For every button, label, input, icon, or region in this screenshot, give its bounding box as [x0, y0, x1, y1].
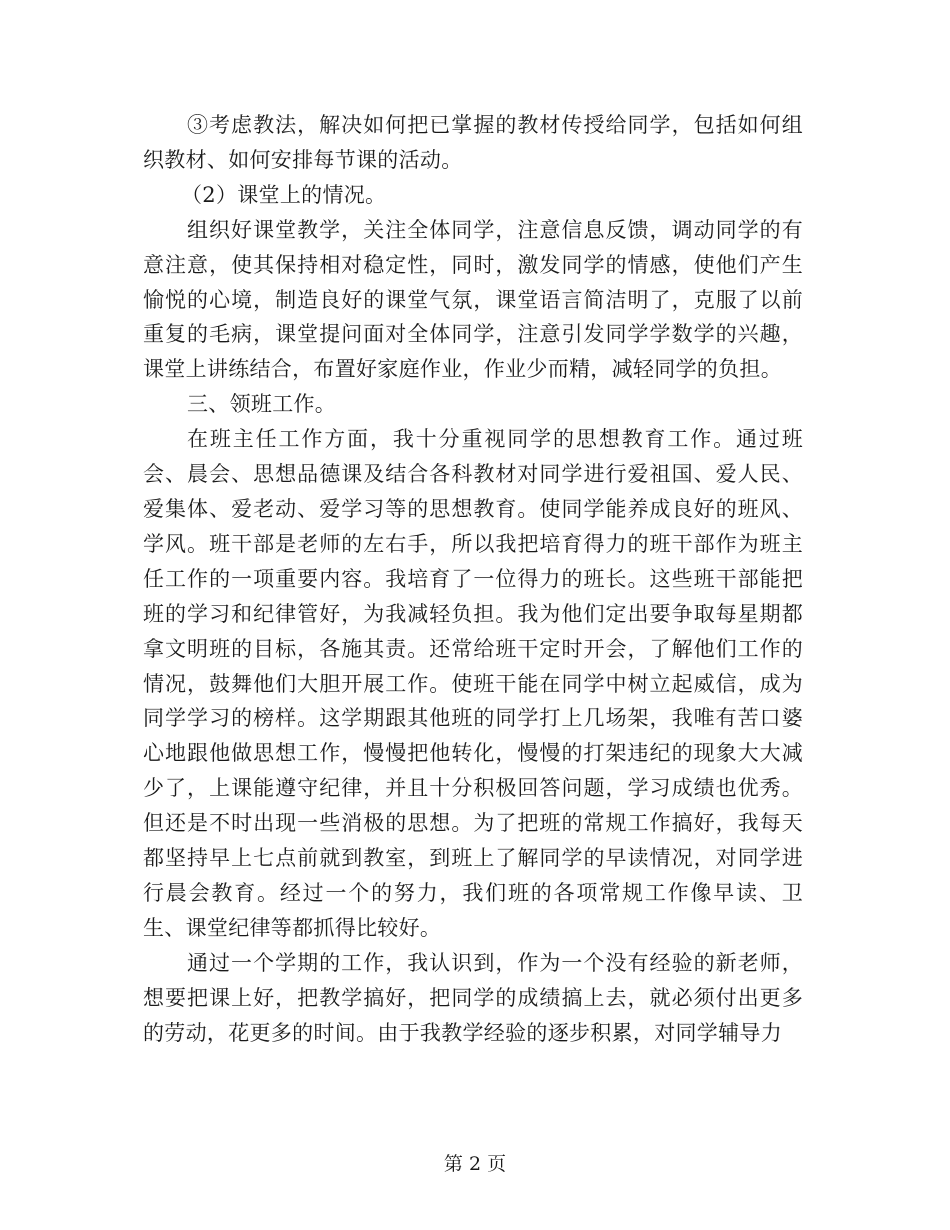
paragraph-classroom-teaching: 组织好课堂教学，关注全体同学，注意信息反馈，调动同学的有意注意，使其保持相对稳定性，同时，激发同学的情感，使他们产生愉悦的心境，制造良好的课堂气氛，课堂语言简洁明了，克服了以前重复的毛病，课堂提问面对全体同学，注意引发同学学数学的兴趣，课堂上讲练结合，布置好家庭作业，作业少而精，减轻同学的负担。: [143, 217, 803, 382]
subheading-classroom: （2）课堂上的情况。: [181, 182, 387, 207]
paragraph-semester-reflection: 通过一个学期的工作，我认识到，作为一个没有经验的新老师，想要把课上好，把教学搞好，把同学的成绩搞上去，就必须付出更多的劳动，花更多的时间。由于我教学经验的逐步积累，对同学辅导力: [143, 950, 803, 1045]
heading-class-leadership: 三、领班工作。: [187, 392, 337, 417]
paragraph-teaching-method: ③考虑教法，解决如何把已掌握的教材传授给同学，包括如何组织教材、如何安排每节课的活动。: [143, 113, 803, 172]
paragraph-class-teacher-work: 在班主任工作方面，我十分重视同学的思想教育工作。通过班会、晨会、思想品德课及结合各科教材对同学进行爱祖国、爱人民、爱集体、爱老动、爱学习等的思想教育。使同学能养成良好的班风、学风。班干部是老师的左右手，所以我把培育得力的班干部作为班主任工作的一项重要内容。我培育了一位得力的班长。这些班干部能把班的学习和纪律管好，为我减轻负担。我为他们定出要争取每星期都拿文明班的目标，各施其责。还常给班干定时开会，了解他们工作的情况，鼓舞他们大胆开展工作。使班干能在同学中树立起威信，成为同学学习的榜样。这学期跟其他班的同学打上几场架，我唯有苦口婆心地跟他做思想工作，慢慢把他转化，慢慢的打架违纪的现象大大减少了，上课能遵守纪律，并且十分积极回答问题，学习成绩也优秀。但还是不时出现一些消极的思想。为了把班的常规工作搞好，我每天都坚持早上七点前就到教室，到班上了解同学的早读情况，对同学进行晨会教育。经过一个的努力，我们班的各项常规工作像早读、卫生、课堂纪律等都抓得比较好。: [143, 427, 803, 940]
page-number: 第 2 页: [443, 1153, 507, 1175]
document-body: [143, 108, 803, 1050]
